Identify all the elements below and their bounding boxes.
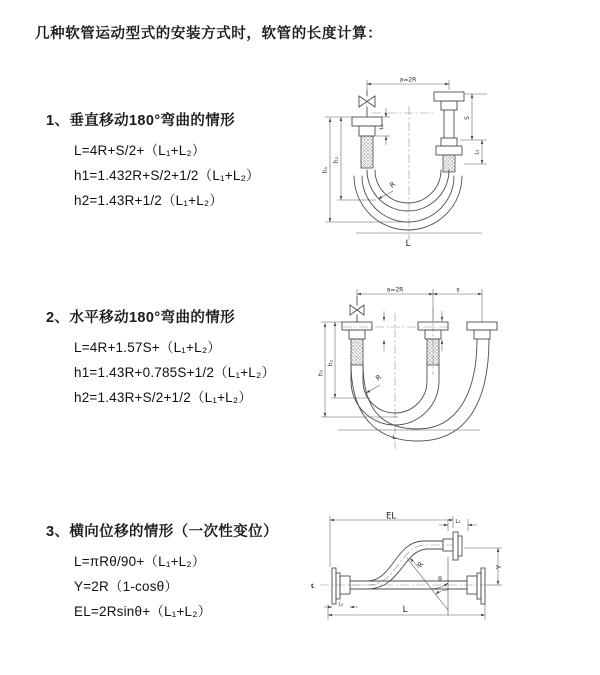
diagram-vertical-180-bend [312, 70, 594, 252]
section-horizontal-movement [46, 306, 275, 410]
formula-el: EL=2Rsinθ+（L₁+L₂） [74, 604, 212, 619]
radius-label: R [388, 180, 398, 190]
dim-label-s: s [456, 286, 460, 294]
hose-drawing [342, 297, 497, 441]
left-flange [332, 568, 350, 604]
dim-label-l2: L₂ [474, 149, 481, 155]
section-1-heading: 1、垂直移动180°弯曲的情形 [46, 113, 236, 129]
angle-label: θ [438, 576, 442, 583]
section-3-heading: 3、横向位移的情形（一次性变位） [46, 524, 278, 540]
section-lateral-displacement [46, 520, 278, 624]
section-1-formulas [74, 138, 260, 213]
dim-label-s: S [464, 116, 471, 120]
left-flange-pipe [342, 322, 372, 365]
length-label: L [392, 433, 396, 441]
dim-label-y: Y [495, 564, 503, 570]
right-flange-pipe [434, 92, 464, 172]
dimensions [318, 287, 482, 442]
dim-label-l1: L₁ [379, 124, 385, 130]
dim-label-h1: h₁ [322, 166, 329, 174]
formula-length: L=πRθ/90+（L₁+L₂） [74, 554, 206, 569]
section-2-heading: 2、水平移动180°弯曲的情形 [46, 310, 236, 326]
formula-length: L=4R+S/2+（L₁+L₂） [74, 143, 206, 158]
dimensions [322, 77, 487, 250]
diagram-horizontal-180-bend [318, 283, 595, 455]
centerline-symbol: ℄ [311, 583, 315, 590]
length-label: L [402, 605, 408, 615]
formula-y: Y=2R（1-cosθ） [74, 579, 179, 594]
dim-label-h2: h₂ [333, 156, 340, 164]
dim-label-h2: h₂ [327, 359, 335, 367]
left-flange-pipe [352, 117, 382, 168]
displaced-hose [350, 532, 462, 589]
hose-drawing [352, 90, 464, 230]
formula-h2: h2=1.43R+1/2（L₁+L₂） [74, 193, 224, 208]
formula-length: L=4R+1.57S+（L₁+L₂） [74, 340, 221, 355]
dim-label-a2r: a=2R [386, 286, 404, 294]
dim-label-el: EL [385, 512, 397, 522]
section-2-formulas [74, 335, 275, 410]
diagram-lateral-displacement [305, 512, 600, 644]
section-vertical-movement [46, 109, 260, 213]
section-3-formulas [74, 549, 278, 624]
centerlines [343, 307, 450, 449]
formula-h1: h1=1.432R+S/2+1/2（L₁+L₂） [74, 168, 260, 183]
radius-label: R [416, 560, 426, 570]
radius-label: R [374, 373, 384, 383]
hose-drawing [332, 532, 485, 615]
dim-label-a2r: a=2R [399, 76, 417, 84]
formula-h1: h1=1.43R+0.785S+1/2（L₁+L₂） [74, 365, 276, 380]
formula-h2: h2=1.43R+S/2+1/2（L₁+L₂） [74, 390, 253, 405]
page-title: 几种软管运动型式的安装方式时，软管的长度计算： [35, 26, 383, 42]
dim-label-l2: L₂ [338, 601, 344, 608]
dimensions [311, 512, 503, 620]
dim-label-l1: L₁ [455, 519, 461, 525]
original-position-pipe [350, 568, 485, 604]
right-flange-pipe [467, 322, 497, 339]
centerlines [320, 545, 495, 585]
length-label: L [405, 239, 411, 249]
valve-icon [350, 297, 364, 322]
dim-label-h1: h₁ [318, 369, 325, 377]
